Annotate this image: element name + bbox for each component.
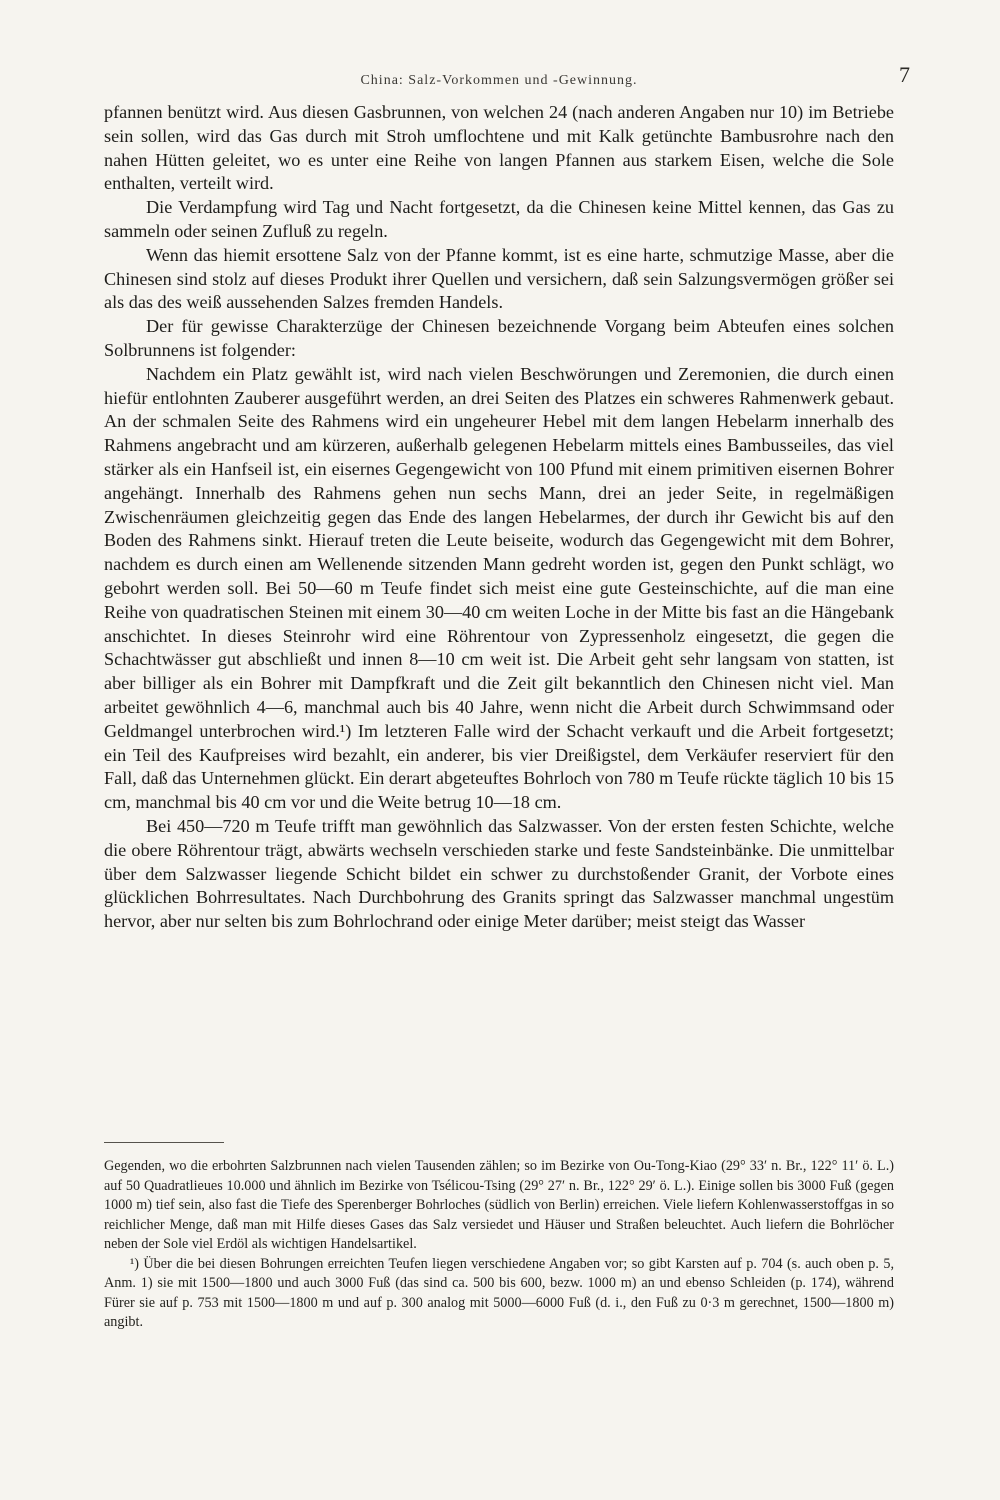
footnote-divider: [104, 1142, 224, 1143]
paragraph-1: pfannen benützt wird. Aus diesen Gasbrunnen, von welchen 24 (nach anderen Angaben nur 10) im Betriebe sein sollen, wird das Gas durch mit Stroh umflochtene und mit Kalk getünchte Bambusrohre nach den nahen Hütten geleitet, wo es unter eine Reihe von langen Pfannen aus starkem Eisen, welche die Sole enthalten, verteilt wird.: [104, 102, 894, 194]
paragraph-3: Wenn das hiemit ersottene Salz von der Pfanne kommt, ist es eine harte, schmutzige Masse, aber die Chinesen sind stolz auf dieses Produkt ihrer Quellen und versichern, daß sein Salzungsvermögen größer sei als das des weiß aussehenden Salzes fremden Handels.: [104, 244, 894, 313]
footnote-continuation: Gegenden, wo die erbohrten Salzbrunnen nach vielen Tausenden zählen; so im Bezirke von Ou-Tong-Kiao (29° 33′ n. Br., 122° 11′ ö. L.) auf 50 Quadratlieues 10.000 und ähnlich im Bezirke von Tsélicou-Tsing (29° 27′ n. Br., 122° 29′ ö. L.). Einige sollen bis 3000 Fuß (gegen 1000 m) tief sein, also fast die Tiefe des Sperenberger Bohrloches (südlich von Berlin) erreichen. Viele liefern Kohlenwasserstoffgas in so reichlicher Menge, daß man mit Hilfe dieses Gases das Salz versiedet und Häuser und Straßen beleuchtet. Auch liefern die Bohrlöcher neben der Sole viel Erdöl als wichtigen Handelsartikel.: [104, 1158, 894, 1252]
running-head: [104, 62, 910, 94]
paragraph-5: Nachdem ein Platz gewählt ist, wird nach vielen Beschwörungen und Zeremonien, die durch einen hiefür entlohnten Zauberer ausgeführt werden, an drei Seiten des Platzes ein schweres Rahmenwerk gebaut. An der schmalen Seite des Rahmens wird ein ungeheurer Hebel mit dem langen Hebelarm innerhalb des Rahmens angebracht und am kürzeren, außerhalb gelegenen Hebelarm mittels eines Bambusseiles, das viel stärker als ein Hanfseil ist, ein eisernes Gegengewicht von 100 Pfund mit einem primitiven eisernen Bohrer angehängt. Innerhalb des Rahmens gehen nun sechs Mann, drei an jeder Seite, in regelmäßigen Zwischenräumen gleichzeitig gegen das Ende des langen Hebelarmes, der durch ihr Gewicht bis auf den Boden des Rahmens sinkt. Hierauf treten die Leute beiseite, wodurch das Gegengewicht mit dem Bohrer, nachdem es durch einen am Wellenende sitzenden Mann gedreht worden ist, gegen den Punkt schlägt, wo gebohrt werden soll. Bei 50—60 m Teufe findet sich meist eine gute Gesteinschichte, auf die man eine Reihe von quadratischen Steinen mit einem 30—40 cm weiten Loche in der Mitte bis fast an die Hängebank anschichtet. In dieses Steinrohr wird eine Röhrentour von Zypressenholz eingesetzt, die gegen die Schachtwässer gut abschließt und innen 8—10 cm weit ist. Die Arbeit geht sehr langsam von statten, ist aber billiger als ein Bohrer mit Dampfkraft und die Zeit gilt bekanntlich den Chinesen nicht viel. Man arbeitet gewöhnlich 4—6, manchmal auch bis 40 Jahre, wenn nicht die Arbeit durch Schwimmsand oder Geldmangel unterbrochen wird.¹) Im letzteren Falle wird der Schacht verkauft und die Arbeit fortgesetzt; ein Teil des Kaufpreises wird bezahlt, ein anderer, bis vier Dreißigstel, dem Verkäufer reserviert für den Fall, daß das Unternehmen glückt. Ein derart abgeteuftes Bohrloch von 780 m Teufe rückte täglich 10 bis 15 cm, manchmal bis 40 cm vor und die Weite betrug 10—18 cm.: [104, 363, 894, 813]
paragraph-2: Die Verdampfung wird Tag und Nacht fortgesetzt, da die Chinesen keine Mittel kennen, das Gas zu sammeln oder seinen Zufluß zu regeln.: [104, 197, 894, 241]
running-title: China: Salz-Vorkommen und -Gewinnung.: [360, 73, 638, 88]
footnotes: [104, 1157, 894, 1333]
page-number: 7: [899, 62, 910, 87]
footnote-1: ¹) Über die bei diesen Bohrungen erreichten Teufen liegen verschiedene Angaben vor; so gibt Karsten auf p. 704 (s. auch oben p. 5, Anm. 1) sie mit 1500—1800 und auch 3000 Fuß (das sind ca. 500 bis 600, bezw. 1000 m) an und ebenso Schleiden (p. 174), während Fürer sie auf p. 753 mit 1500—1800 m und auf p. 300 analog mit 5000—6000 Fuß (d. i., den Fuß zu 0·3 m gerechnet, 1500—1800 m) angibt.: [104, 1255, 894, 1330]
body-text: [104, 101, 894, 934]
paragraph-6: Bei 450—720 m Teufe trifft man gewöhnlich das Salzwasser. Von der ersten festen Schichte, welche die obere Röhrentour trägt, abwärts wechseln verschieden starke und feste Sandsteinbänke. Die unmittelbar über dem Salzwasser liegende Schicht bildet ein schwer zu durchstoßender Granit, der Vorbote eines glücklichen Bohrresultates. Nach Durchbohrung des Granits springt das Salzwasser manchmal ungestüm hervor, aber nur selten bis zum Bohrlochrand oder einige Meter darüber; meist steigt das Wasser: [104, 815, 894, 932]
paragraph-4: Der für gewisse Charakterzüge der Chinesen bezeichnende Vorgang beim Abteufen eines solchen Solbrunnens ist folgender:: [104, 316, 894, 360]
